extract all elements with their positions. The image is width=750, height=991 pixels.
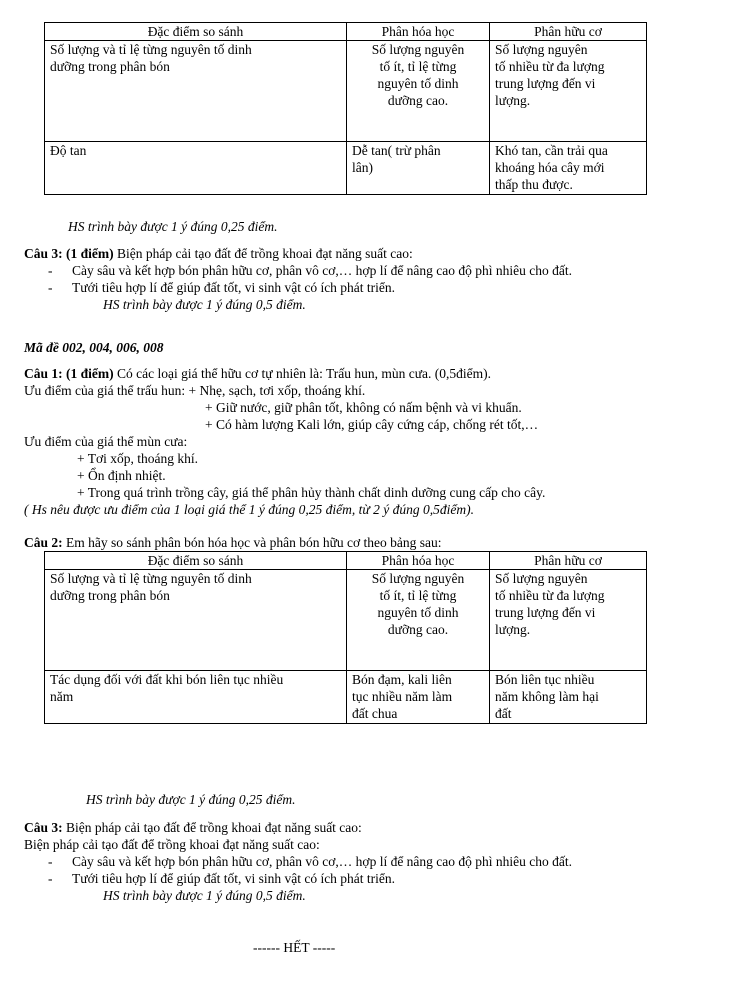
header-chemical: Phân hóa học [347,552,490,570]
question-3-line [24,819,362,836]
header-organic: Phân hữu cơ [490,552,647,570]
bullet-text: Cày sâu và kết hợp bón phân hữu cơ, phân vô cơ,… hợp lí để nâng cao độ phì nhiêu cho đất. [72,263,573,278]
bullet-dash: - [48,280,53,295]
question-label: Câu 1: (1 điểm) [24,366,114,381]
grading-note: ( Hs nêu được ưu điểm của 1 loại giá thể 1 ý đúng 0,25 điểm, từ 2 ý đúng 0,5điểm). [24,502,474,517]
question-3-line [24,245,413,262]
bullet-text: Tưới tiêu hợp lí để giúp đất tốt, vi sinh vật có ích phát triển. [72,280,396,295]
bullet-text: Cày sâu và kết hợp bón phân hữu cơ, phân vô cơ,… hợp lí để nâng cao độ phì nhiêu cho đất. [72,854,573,869]
question-text: Em hãy so sánh phân bón hóa học và phân bón hữu cơ theo bảng sau: [62,535,442,550]
header-criterion: Đặc điểm so sánh [45,552,347,570]
score-note: HS trình bày được 1 ý đúng 0,25 điểm. [68,219,278,234]
score-note: HS trình bày được 1 ý đúng 0,5 điểm. [103,297,306,312]
header-criterion: Đặc điểm so sánh [45,23,347,41]
question-3-repeat: Biện pháp cải tạo đất để trồng khoai đạt năng suất cao: [24,837,320,852]
cell-organic: Khó tan, cần trải qua khoáng hóa cây mới thấp thu được. [490,142,647,195]
cell-criterion: Độ tan [45,142,347,195]
cell-criterion: Số lượng và tỉ lệ từng nguyên tố dinh dưỡng trong phân bón [45,41,347,142]
cell-chemical: Số lượng nguyên tố ít, tỉ lệ từng nguyên tố dinh dưỡng cao. [347,570,490,671]
question-label: Câu 3: (1 điểm) [24,246,114,261]
husk-advantages: Ưu điểm của giá thể trấu hun: + Nhẹ, sạch, tơi xốp, thoáng khí. [24,383,366,398]
table-row [45,41,647,142]
sawdust-point: + Ổn định nhiệt. [77,468,166,483]
bullet-dash: - [48,263,53,278]
cell-chemical: Bón đạm, kali liên tục nhiều năm làm đất chua [347,671,490,724]
husk-point: + Giữ nước, giữ phân tốt, không có nấm bệnh và vi khuẩn. [205,400,522,415]
table-row [45,671,647,724]
cell-chemical: Số lượng nguyên tố ít, tỉ lệ từng nguyên tố dinh dưỡng cao. [347,41,490,142]
bullet-dash: - [48,854,53,869]
section-heading: Mã đề 002, 004, 006, 008 [24,340,164,355]
question-label: Câu 2: [24,535,63,550]
husk-point: + Có hàm lượng Kali lớn, giúp cây cứng cáp, chống rét tốt,… [205,417,539,432]
score-note: HS trình bày được 1 ý đúng 0,25 điểm. [86,792,296,807]
question-2-line [24,534,442,551]
cell-criterion: Tác dụng đối với đất khi bón liên tục nhiều năm [45,671,347,724]
bullet-dash: - [48,871,53,886]
question-1-line [24,365,491,382]
table-row [45,142,647,195]
cell-criterion: Số lượng và tỉ lệ từng nguyên tố dinh dưỡng trong phân bón [45,570,347,671]
sawdust-point: + Tơi xốp, thoáng khí. [77,451,198,466]
question-text: Biện pháp cải tạo đất để trồng khoai đạt năng suất cao: [62,820,362,835]
cell-organic: Bón liên tục nhiều năm không làm hại đất [490,671,647,724]
table-header-row [45,552,647,570]
table-row [45,570,647,671]
cell-organic: Số lượng nguyên tố nhiều từ đa lượng trung lượng đến vi lượng. [490,570,647,671]
cell-chemical: Dễ tan( trừ phân lân) [347,142,490,195]
question-text: Biện pháp cải tạo đất để trồng khoai đạt năng suất cao: [113,246,413,261]
question-text: Có các loại giá thể hữu cơ tự nhiên là: Trấu hun, mùn cưa. (0,5điểm). [113,366,492,381]
comparison-table-1 [44,22,647,195]
sawdust-advantages: Ưu điểm của giá thể mùn cưa: [24,434,188,449]
question-label: Câu 3: [24,820,63,835]
sawdust-point: + Trong quá trình trồng cây, giá thể phân hủy thành chất dinh dưỡng cung cấp cho cây. [77,485,546,500]
bullet-text: Tưới tiêu hợp lí để giúp đất tốt, vi sinh vật có ích phát triển. [72,871,396,886]
comparison-table-2 [44,551,647,724]
end-marker: ------ HẾT ----- [253,940,336,955]
header-organic: Phân hữu cơ [490,23,647,41]
cell-organic: Số lượng nguyên tố nhiều từ đa lượng trung lượng đến vi lượng. [490,41,647,142]
score-note: HS trình bày được 1 ý đúng 0,5 điểm. [103,888,306,903]
table-header-row [45,23,647,41]
header-chemical: Phân hóa học [347,23,490,41]
